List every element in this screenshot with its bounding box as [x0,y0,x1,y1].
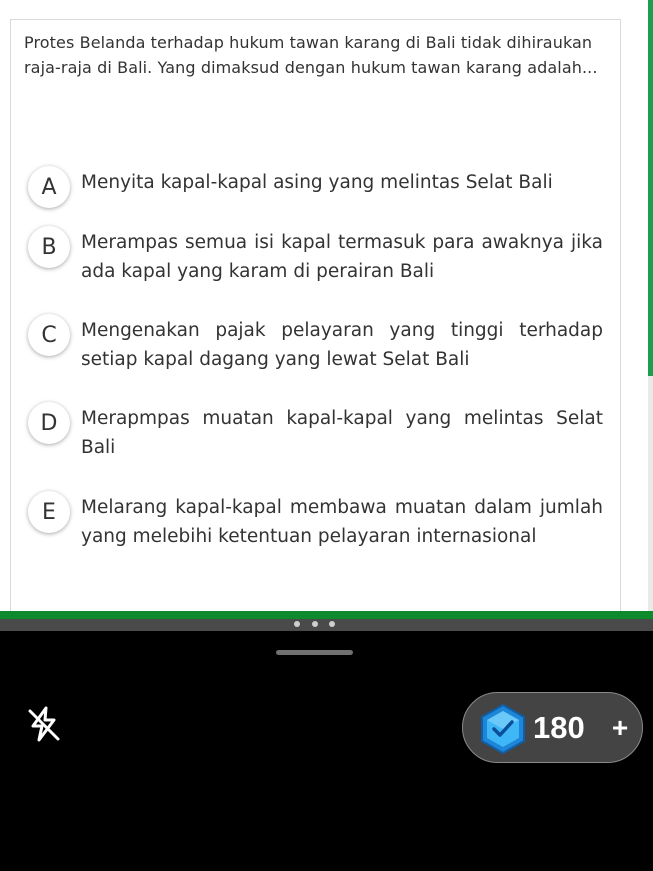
option-text-b[interactable]: Merampas semua isi kapal termasuk para awaknya jika ada kapal yang karam di perairan Bali [81,232,603,282]
question-card [10,19,621,619]
option-letter-c[interactable]: C [28,314,70,356]
gem-icon [479,704,527,754]
option-text-e[interactable]: Melarang kapal-kapal membawa muatan dalam jumlah yang melebihi ketentuan pelayaran internasional [81,497,603,547]
option-text-c[interactable]: Mengenakan pajak pelayaran yang tinggi terhadap setiap kapal dagang yang lewat Selat Bali [81,320,603,370]
option-letter-a[interactable]: A [28,166,70,208]
option-letter-b[interactable]: B [28,226,70,268]
add-coins-button[interactable]: + [611,712,629,743]
option-text-a[interactable]: Menyita kapal-kapal asing yang melintas Selat Bali [81,172,553,193]
scrollbar-thumb[interactable] [648,0,653,376]
option-letter-d[interactable]: D [28,402,70,444]
vertical-scrollbar[interactable] [648,0,653,612]
option-letter-e[interactable]: E [28,491,70,533]
coin-balance-pill[interactable] [462,692,643,763]
drag-handle[interactable] [276,650,353,655]
more-dots-icon[interactable] [292,621,338,629]
coin-count: 180 [533,710,585,745]
option-text-d[interactable]: Merapmpas muatan kapal-kapal yang melintas Selat Bali [81,408,603,458]
flash-off-icon[interactable] [27,706,61,742]
question-text: Protes Belanda terhadap hukum tawan karang di Bali tidak dihiraukan raja-raja di Bali. Yang dimaksud dengan hukum tawan karang adalah... [24,33,598,77]
panel-divider [0,611,653,619]
